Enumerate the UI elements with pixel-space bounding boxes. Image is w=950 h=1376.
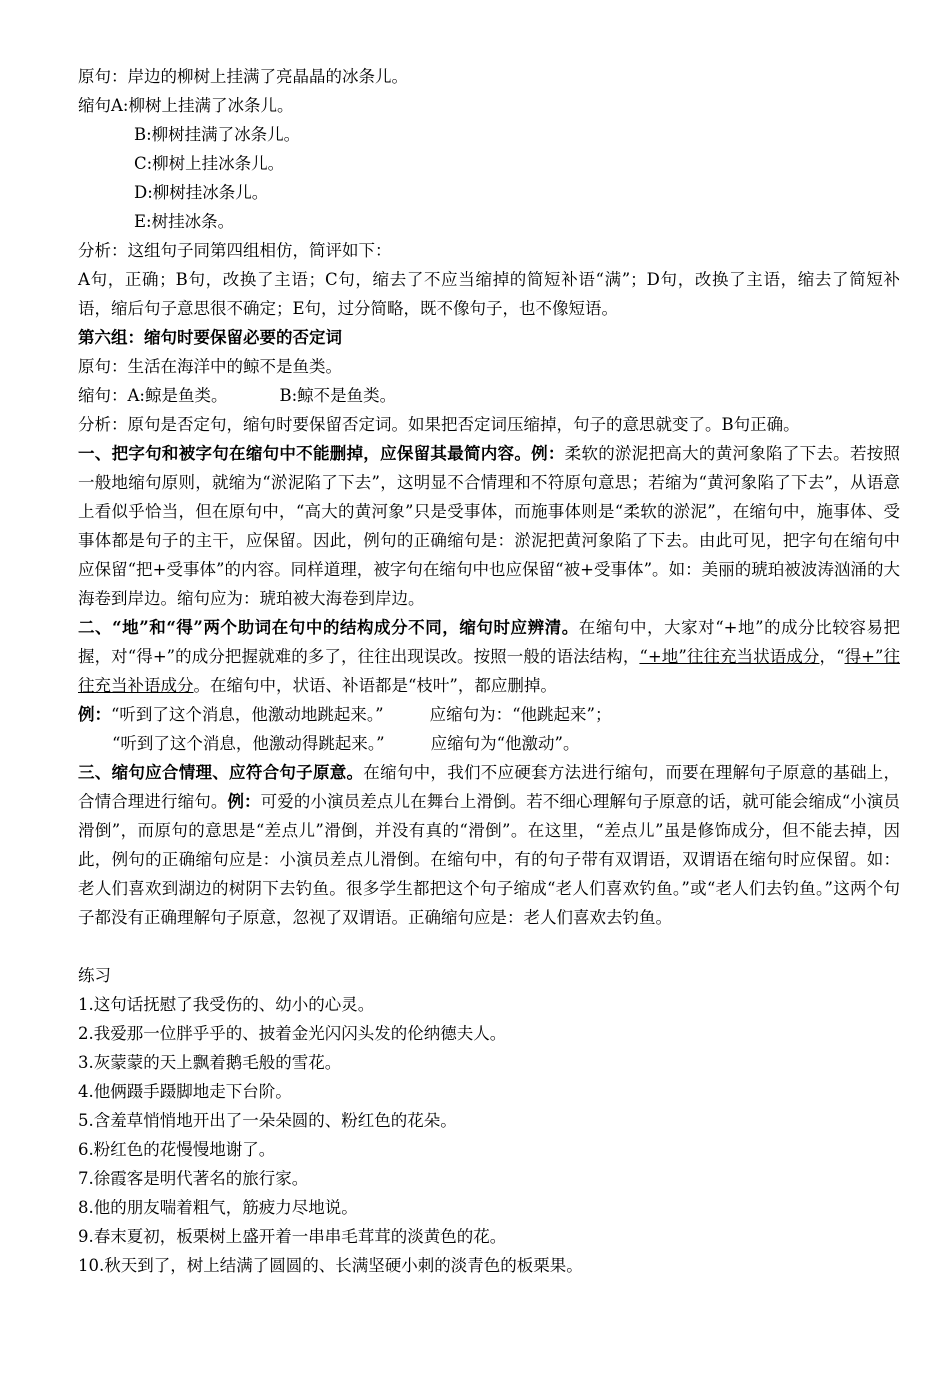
- exercise-item: 5.含羞草悄悄地开出了一朵朵圆的、粉红色的花朵。: [78, 1111, 457, 1130]
- group5-analysis-head: 分析：这组句子同第四组相仿，简评如下：: [78, 241, 392, 260]
- document-page: [78, 62, 900, 1280]
- group5-option-c: C:柳树上挂冰条儿。: [134, 154, 285, 173]
- exercise-item: 1.这句话抚慰了我受伤的、幼小的心灵。: [78, 995, 375, 1014]
- group6-analysis: 分析：原句是否定句，缩句时要保留否定词。如果把否定词压缩掉，句子的意思就变了。B句正确。: [78, 415, 800, 434]
- rule3-body1: 在缩句中，我们不应硬套方法进行缩句，而要在理解句子原意的基础上，合情合理进行缩句。: [78, 763, 900, 811]
- rule2-example-1-answer: 应缩句为：“他跳起来”；: [429, 705, 612, 724]
- rule2-body1: 在缩句中，大家对“+地”的成分比较容易把握，对“得+”的成分把握就难的多了，往往出现误改。按照一般的语法结构，: [78, 618, 901, 666]
- rule2-example-2-answer: 应缩句为“他激动”。: [430, 734, 580, 753]
- group5-option-e: E:树挂冰条。: [134, 212, 235, 231]
- group6-original: 原句：生活在海洋中的鲸不是鱼类。: [78, 357, 342, 376]
- group6-option-a: 缩句：A:鲸是鱼类。: [78, 386, 228, 405]
- exercise-item: 7.徐霞客是明代著名的旅行家。: [78, 1169, 309, 1188]
- exercise-item: 6.粉红色的花慢慢地谢了。: [78, 1140, 276, 1159]
- group6-options: [78, 381, 900, 410]
- rule3-heading: 三、缩句应合情理、应符合句子原意。: [78, 763, 364, 782]
- rule2-paragraph: [78, 613, 900, 700]
- exercise-item: 3.灰蒙蒙的天上飘着鹅毛般的雪花。: [78, 1053, 342, 1072]
- rule1-paragraph: [78, 439, 900, 613]
- exercise-title: 练习: [78, 966, 111, 985]
- exercise-item: 8.他的朋友喘着粗气，筋疲力尽地说。: [78, 1198, 358, 1217]
- rule2-example-1: [78, 700, 900, 729]
- rule2-heading: 二、“地”和“得”两个助词在句中的结构成分不同，缩句时应辨清。: [78, 618, 579, 637]
- rule2-example-2-sentence: “听到了这个消息，他激动得跳起来。”: [112, 734, 385, 753]
- rule3-body2: 可爱的小演员差点儿在舞台上滑倒。若不细心理解句子原意的话，就可能会缩成“小演员滑倒”，而原句的意思是“差点儿”滑倒，并没有真的“滑倒”。在这里，“差点儿”虽是修饰成分，但不能去掉，因此，例句的正确缩句应是：小演员差点儿滑倒。在缩句中，有的句子带有双谓语，双谓语在缩句时应保留。如：老人们喜欢到湖边的树阴下去钓鱼。很多学生都把这个句子缩成“老人们喜欢钓鱼。”或“老人们去钓鱼。”这两个句子都没有正确理解句子原意，忽视了双谓语。正确缩句应是：老人们喜欢去钓鱼。: [78, 792, 901, 927]
- rule2-mid: ，“: [819, 647, 845, 666]
- group6-option-b: B:鲸不是鱼类。: [279, 386, 397, 405]
- exercise-item: 10.秋天到了，树上结满了圆圆的、长满坚硬小刺的淡青色的板栗果。: [78, 1256, 583, 1275]
- group5-analysis-body: A句，正确；B句，改换了主语；C句，缩去了不应当缩掉的简短补语“满”；D句，改换了主语，缩去了简短补语，缩后句子意思很不确定；E句，过分简略，既不像句子，也不像短语。: [78, 270, 900, 318]
- rule2-example-1-sentence: “听到了这个消息，他激动地跳起来。”: [111, 705, 384, 724]
- group5-option-b: B:柳树挂满了冰条儿。: [134, 125, 301, 144]
- exercise-item: 2.我爱那一位胖乎乎的、披着金光闪闪头发的伦纳德夫人。: [78, 1024, 507, 1043]
- group5-original: 原句：岸边的柳树上挂满了亮晶晶的冰条儿。: [78, 67, 408, 86]
- rule1-body: 柔软的淤泥把高大的黄河象陷了下去。若按照一般地缩句原则，就缩为“淤泥陷了下去”，这明显不合情理和不符原句意思；若缩为“黄河象陷了下去”，从语意上看似乎恰当，但在原句中，“高大的黄河象”只是受事体，而施事体则是“柔软的淤泥”，在缩句中，施事体、受事体都是句子的主干，应保留。因此，例句的正确缩句是：淤泥把黄河象陷了下去。由此可见，把字句在缩句中应保留“把+受事体”的内容。同样道理，被字句在缩句中也应保留“被+受事体”。如：美丽的琥珀被波涛汹涌的大海卷到岸边。缩句应为：琥珀被大海卷到岸边。: [78, 444, 900, 608]
- rule2-example-2: [78, 729, 900, 758]
- rule2-underline-adverbial: “+地”往往充当状语成分: [639, 647, 820, 666]
- rule2-body2: 。在缩句中，状语、补语都是“枝叶”，都应删掉。: [193, 676, 557, 695]
- group5-option-a: 缩句A:柳树上挂满了冰条儿。: [78, 96, 294, 115]
- blank-line: [78, 932, 900, 961]
- exercise-item: 4.他俩蹑手蹑脚地走下台阶。: [78, 1082, 292, 1101]
- exercise-item: 9.春末夏初，板栗树上盛开着一串串毛茸茸的淡黄色的花。: [78, 1227, 507, 1246]
- rule2-example-label: 例：: [78, 705, 111, 724]
- rule1-heading: 一、把字句和被字句在缩句中不能删掉，应保留其最简内容。例：: [78, 444, 565, 463]
- group6-title: 第六组：缩句时要保留必要的否定词: [78, 328, 342, 347]
- rule2-underline-complement: 得+”往往充当补语成分: [78, 647, 900, 695]
- rule3-example-label: 例：: [227, 792, 261, 811]
- rule3-paragraph: [78, 758, 900, 932]
- group5-option-d: D:柳树挂冰条儿。: [134, 183, 269, 202]
